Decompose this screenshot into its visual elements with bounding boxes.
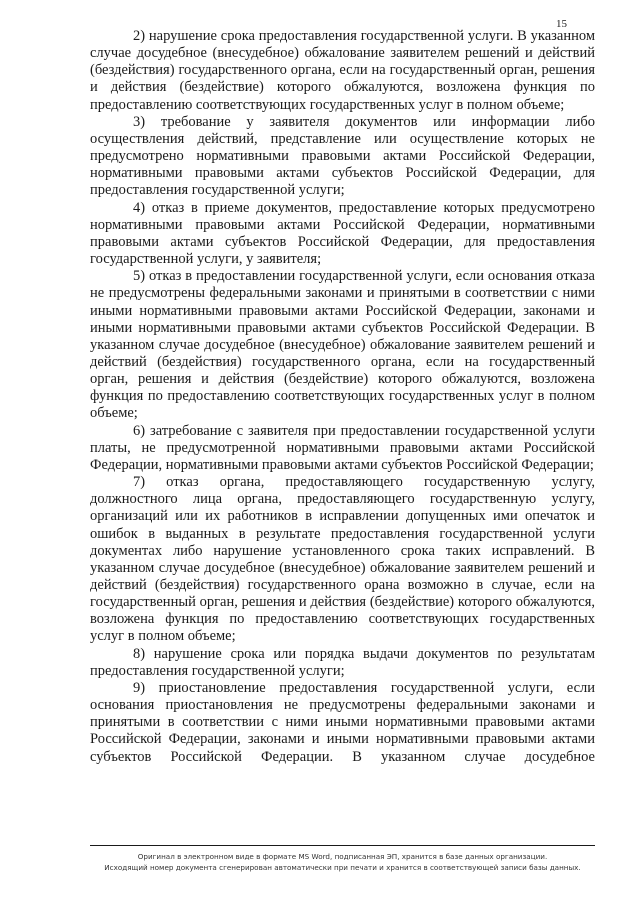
paragraph-item-5: 5) отказ в предоставлении государственной услуги, если основания отказа не предусмотрены федеральными законами и принятыми в соответствии с ними иными нормативными правовыми актами Российской Федерации, законами и иными нормативными правовыми актами субъектов Российской Федерации. В указанном случае досудебное (внесудебное) обжалование заявителем решений и действий (бездействия) государственного органа, если на государственный орган, решения и действия (бездействие) которого обжалуются, возложена функция по предоставлению соответствующих государственных услуг в полном объеме; xyxy=(90,268,595,422)
footer-line-number-notice: Исходящий номер документа сгенерирован автоматически при печати и хранится в соответствующей записи базы данных. xyxy=(104,863,581,872)
paragraph-item-6: 6) затребование с заявителя при предоставлении государственной услуги платы, не предусмотренной нормативными правовыми актами Российской Федерации, нормативными правовыми актами субъектов Российской Федерации; xyxy=(90,422,595,473)
footer-divider xyxy=(90,845,595,846)
paragraph-item-4: 4) отказ в приеме документов, предоставление которых предусмотрено нормативными правовыми актами Российской Федерации, нормативными правовыми актами субъектов Российской Федерации, для предоставления государственной услуги, у заявителя; xyxy=(90,199,595,268)
paragraph-item-7: 7) отказ органа, предоставляющего государственную услугу, должностного лица органа, предоставляющего государственную услугу, организаций или их работников в исправлении допущенных ими опечаток и ошибок в выданных в результате предоставления государственной услуги документах либо нарушение установленного срока таких исправлений. В указанном случае досудебное (внесудебное) обжалование заявителем решений и действий (бездействия) государственного орана возможно в случае, если на государственный орган, решения и действия (бездействие) которого обжалуются, возложена функция по предоставлению соответствующих государственных услуг в полном объеме; xyxy=(90,474,595,645)
document-body xyxy=(90,28,595,766)
paragraph-item-9: 9) приостановление предоставления государственной услуги, если основания приостановления не предусмотрены федеральными законами и принятыми в соответствии с ними иными нормативными правовыми актами Российской Федерации, законами и иными нормативными правовыми актами субъектов Российской Федерации. В указанном случае досудебное xyxy=(90,679,595,765)
footer-line-original-notice: Оригинал в электронном виде в формате MS Word, подписанная ЭП, хранится в базе данных организации. xyxy=(137,852,548,861)
paragraph-item-2: 2) нарушение срока предоставления государственной услуги. В указанном случае досудебное (внесудебное) обжалование заявителем решений и действий (бездействия) государственного органа, если на государственный орган, решения и действия (бездействие) которого обжалуются, возложена функция по предоставлению соответствующих государственных услуг в полном объеме; xyxy=(90,28,595,113)
page-footer xyxy=(60,851,625,873)
paragraph-item-8: 8) нарушение срока или порядка выдачи документов по результатам предоставления государственной услуги; xyxy=(90,645,595,679)
page-number: 15 xyxy=(556,18,567,30)
paragraph-item-3: 3) требование у заявителя документов или информации либо осуществления действий, представление или осуществление которых не предусмотрено нормативными правовыми актами Российской Федерации, нормативными правовыми актами субъектов Российской Федерации, для предоставления государственной услуги; xyxy=(90,113,595,199)
